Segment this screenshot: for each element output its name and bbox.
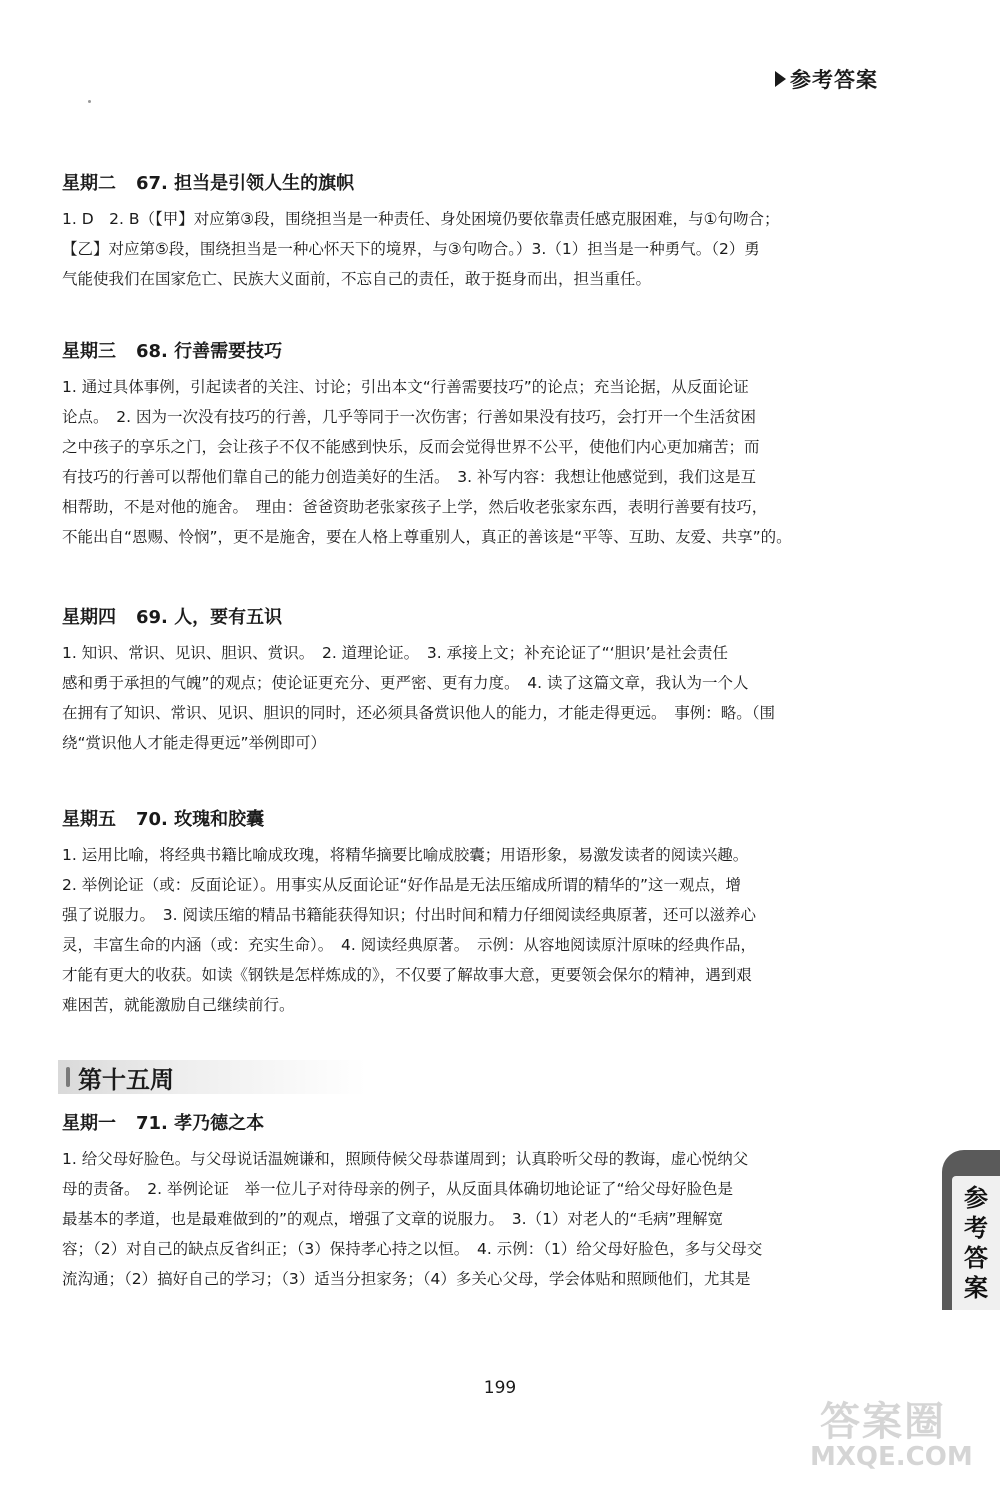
answer-section-68 (62, 340, 892, 552)
section-body (62, 1144, 892, 1294)
section-title (62, 172, 892, 196)
header-tag-label: 参考答案 (790, 68, 878, 92)
side-thumb-tab (942, 1150, 1000, 1310)
section-title (62, 808, 892, 832)
body-line: 最基本的孝道，也是最难做到的”的观点，增强了文章的说服力。 3.（1）对老人的“毛病”理解宽 (62, 1210, 723, 1228)
section-heading: 69. 人，要有五识 (136, 607, 283, 628)
side-tab-char: 答 (964, 1243, 988, 1272)
side-tab-char: 案 (964, 1273, 988, 1302)
triangle-marker-icon (775, 71, 786, 87)
body-line: 流沟通；（2）搞好自己的学习；（3）适当分担家务；（4）多关心父母，学会体贴和照顾他们，尤其是 (62, 1270, 751, 1288)
body-line: 才能有更大的收获。如读《钢铁是怎样炼成的》，不仅要了解故事大意，更要领会保尔的精神，遇到艰 (62, 966, 752, 984)
body-line: 强了说服力。 3. 阅读压缩的精品书籍能获得知识；付出时间和精力仔细阅读经典原著，还可以滋养心 (62, 906, 756, 924)
body-line: 论点。 2. 因为一次没有技巧的行善，几乎等同于一次伤害；行善如果没有技巧，会打开一个生活贫困 (62, 408, 756, 426)
body-line: 1. D 2. B（【甲】对应第③段，围绕担当是一种责任、身处困境仍要依靠责任感克服困难，与①句吻合； (62, 210, 780, 228)
body-line: 有技巧的行善可以帮他们靠自己的能力创造美好的生活。 3. 补写内容：我想让他感觉到，我们这是互 (62, 468, 756, 486)
watermark-top: 答案圈 (820, 1398, 946, 1445)
header-dot (88, 100, 91, 103)
answer-section-67 (62, 172, 892, 294)
body-line: 灵，丰富生命的内涵（或：充实生命）。 4. 阅读经典原著。 示例：从容地阅读原汁原味的经典作品， (62, 936, 756, 954)
body-line: 难困苦，就能激励自己继续前行。 (62, 996, 295, 1014)
side-tab-char: 考 (964, 1213, 988, 1242)
body-line: 1. 给父母好脸色。与父母说话温婉谦和，照顾侍候父母恭谨周到；认真聆听父母的教诲，虚心悦纳父 (62, 1150, 749, 1168)
section-title (62, 606, 892, 630)
section-body (62, 840, 892, 1020)
body-line: 1. 运用比喻，将经典书籍比喻成玫瑰，将精华摘要比喻成胶囊；用语形象，易激发读者的阅读兴趣。 (62, 846, 749, 864)
week-heading (58, 1060, 366, 1094)
week-heading-marker (66, 1067, 70, 1087)
page-number: 199 (483, 1378, 517, 1398)
section-heading: 68. 行善需要技巧 (136, 341, 283, 362)
body-line: 容；（2）对自己的缺点反省纠正；（3）保持孝心持之以恒。 4. 示例：（1）给父母好脸色，多与父母交 (62, 1240, 763, 1258)
side-tab-label (952, 1176, 1000, 1310)
body-line: 1. 通过具体事例，引起读者的关注、讨论；引出本文“行善需要技巧”的论点；充当论据，从反面论证 (62, 378, 749, 396)
side-tab-char: 参 (964, 1183, 988, 1212)
body-line: 在拥有了知识、常识、见识、胆识的同时，还必须具备赏识他人的能力，才能走得更远。 事例：略。（围 (62, 704, 776, 722)
section-heading: 71. 孝乃德之本 (136, 1113, 265, 1134)
section-heading: 70. 玫瑰和胶囊 (136, 809, 265, 830)
section-day: 星期二 (62, 173, 116, 194)
answer-section-71 (62, 1112, 892, 1294)
body-line: 相帮助，不是对他的施舍。 理由：爸爸资助老张家孩子上学，然后收老张家东西，表明行善要有技巧， (62, 498, 768, 516)
section-title (62, 340, 892, 364)
body-line: 绕“赏识他人才能走得更远”举例即可） (62, 734, 327, 752)
section-body (62, 372, 892, 552)
body-line: 1. 知识、常识、见识、胆识、赏识。 2. 道理论证。 3. 承接上文；补充论证了“‘胆识’是社会责任 (62, 644, 729, 662)
header-section-tag (775, 64, 878, 94)
body-line: 母的责备。 2. 举例论证 举一位儿子对待母亲的例子，从反面具体确切地论证了“给父母好脸色是 (62, 1180, 733, 1198)
body-line: 感和勇于承担的气魄”的观点；使论证更充分、更严密、更有力度。 4. 读了这篇文章，我认为一个人 (62, 674, 749, 692)
watermark-bottom: MXQE.COM (810, 1442, 973, 1472)
body-line: 不能出自“恩赐、怜悯”，更不是施舍，要在人格上尊重别人，真正的善该是“平等、互助、友爱、共享”的。 (62, 528, 792, 546)
body-line: 【乙】对应第⑤段，围绕担当是一种心怀天下的境界，与③句吻合。）3.（1）担当是一种勇气。（2）勇 (62, 240, 760, 258)
section-body (62, 638, 892, 758)
section-heading: 67. 担当是引领人生的旗帜 (136, 173, 355, 194)
answer-section-69 (62, 606, 892, 758)
section-title (62, 1112, 892, 1136)
section-day: 星期三 (62, 341, 116, 362)
section-day: 星期四 (62, 607, 116, 628)
body-line: 气能使我们在国家危亡、民族大义面前，不忘自己的责任，敢于挺身而出，担当重任。 (62, 270, 652, 288)
week-heading-text: 第十五周 (78, 1064, 174, 1094)
section-body (62, 204, 892, 294)
section-day: 星期一 (62, 1113, 116, 1134)
watermark-logo (810, 1390, 980, 1480)
body-line: 2. 举例论证（或：反面论证）。用事实从反面论证“好作品是无法压缩成所谓的精华的”这一观点，增 (62, 876, 742, 894)
body-line: 之中孩子的享乐之门，会让孩子不仅不能感到快乐，反而会觉得世界不公平，使他们内心更加痛苦；而 (62, 438, 760, 456)
answer-section-70 (62, 808, 892, 1020)
section-day: 星期五 (62, 809, 116, 830)
